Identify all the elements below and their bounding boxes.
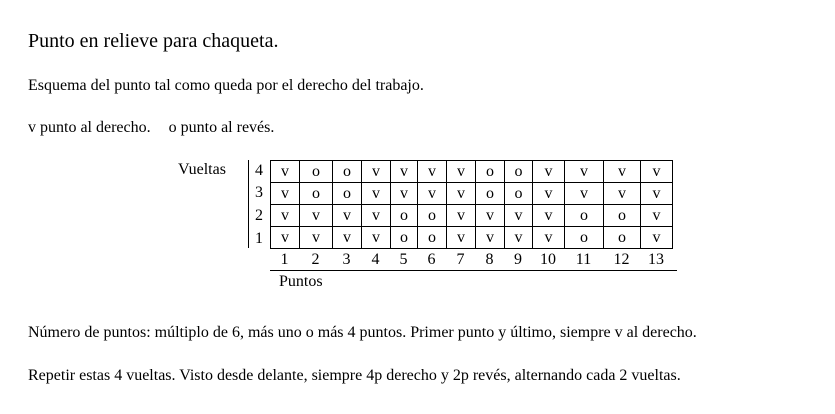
column-number: 9 <box>514 251 522 268</box>
stitch-cell: o <box>476 161 505 183</box>
stitch-cell: v <box>476 205 505 227</box>
stitch-cell: v <box>362 227 391 249</box>
column-number: 6 <box>427 251 436 268</box>
stitch-cell: v <box>447 205 476 227</box>
column-number: 3 <box>342 251 351 268</box>
stitch-cell: o <box>505 161 533 183</box>
column-number: 1 <box>280 251 289 268</box>
legend-knit: v punto al derecho. <box>28 119 151 136</box>
legend-purl: o punto al revés. <box>168 119 275 136</box>
stitch-cell: o <box>300 183 333 205</box>
stitch-cell: v <box>271 183 300 205</box>
stitch-cell: v <box>447 161 476 183</box>
stitch-cell: v <box>641 183 673 205</box>
stitch-cell: v <box>300 227 333 249</box>
stitch-cell: o <box>604 205 641 227</box>
column-numbers <box>270 251 672 269</box>
column-number: 4 <box>371 251 380 268</box>
stitch-cell: o <box>391 227 418 249</box>
stitch-cell: v <box>641 205 673 227</box>
note-repeat: Repetir estas 4 vueltas. Visto desde delante, siempre 4p derecho y 2p revés, alternando cada 2 vueltas. <box>28 367 681 384</box>
stitch-cell: v <box>533 205 565 227</box>
stitch-cell: o <box>565 205 604 227</box>
scheme-description: Esquema del punto tal como queda por el derecho del trabajo. <box>28 77 424 94</box>
stitch-cell: v <box>604 161 641 183</box>
stitch-cell: v <box>565 183 604 205</box>
stitch-cell: v <box>447 227 476 249</box>
note-stitch-count: Número de puntos: múltiplo de 6, más uno o más 4 puntos. Primer punto y último, siempre v al derecho. <box>28 324 697 341</box>
chart-row <box>271 183 673 205</box>
stitch-cell: o <box>476 183 505 205</box>
stitch-cell: v <box>641 161 673 183</box>
stitch-cell: v <box>362 161 391 183</box>
stitch-cell: v <box>391 183 418 205</box>
column-number: 10 <box>540 251 556 268</box>
stitch-cell: v <box>641 227 673 249</box>
columns-axis-line <box>270 270 677 271</box>
stitch-cell: v <box>271 205 300 227</box>
page-title: Punto en relieve para chaqueta. <box>28 30 279 52</box>
column-number: 8 <box>485 251 494 268</box>
stitch-cell: v <box>533 183 565 205</box>
stitch-chart-grid <box>270 160 673 249</box>
columns-axis-label: Puntos <box>279 273 323 290</box>
column-number: 7 <box>456 251 465 268</box>
stitch-cell: o <box>391 205 418 227</box>
stitch-cell: o <box>418 227 447 249</box>
chart-row <box>271 227 673 249</box>
stitch-cell: v <box>533 161 565 183</box>
stitch-cell: v <box>476 227 505 249</box>
stitch-cell: v <box>271 161 300 183</box>
column-number: 2 <box>311 251 320 268</box>
stitch-cell: o <box>505 183 533 205</box>
stitch-cell: v <box>533 227 565 249</box>
stitch-cell: o <box>565 227 604 249</box>
stitch-cell: o <box>333 161 362 183</box>
row-number: 1 <box>255 230 263 247</box>
chart-row <box>271 161 673 183</box>
column-number: 13 <box>648 251 664 268</box>
stitch-cell: v <box>271 227 300 249</box>
column-number: 12 <box>613 251 630 268</box>
stitch-cell: v <box>447 183 476 205</box>
stitch-cell: o <box>333 183 362 205</box>
row-number: 4 <box>255 162 263 179</box>
column-number: 11 <box>575 251 592 268</box>
column-number: 5 <box>399 251 408 268</box>
stitch-cell: v <box>604 183 641 205</box>
rows-axis-label: Vueltas <box>178 161 226 178</box>
stitch-cell: v <box>362 205 391 227</box>
stitch-cell: v <box>362 183 391 205</box>
stitch-cell: v <box>505 227 533 249</box>
row-number: 2 <box>255 207 263 224</box>
stitch-cell: o <box>604 227 641 249</box>
stitch-cell: v <box>505 205 533 227</box>
row-number: 3 <box>255 184 263 201</box>
stitch-cell: v <box>391 161 418 183</box>
stitch-legend <box>28 119 274 137</box>
stitch-cell: v <box>418 161 447 183</box>
stitch-cell: v <box>418 183 447 205</box>
stitch-cell: o <box>300 161 333 183</box>
stitch-cell: v <box>333 205 362 227</box>
stitch-cell: o <box>418 205 447 227</box>
stitch-cell: v <box>300 205 333 227</box>
stitch-cell: v <box>565 161 604 183</box>
stitch-cell: v <box>333 227 362 249</box>
rows-axis-line <box>248 160 249 248</box>
chart-row <box>271 205 673 227</box>
